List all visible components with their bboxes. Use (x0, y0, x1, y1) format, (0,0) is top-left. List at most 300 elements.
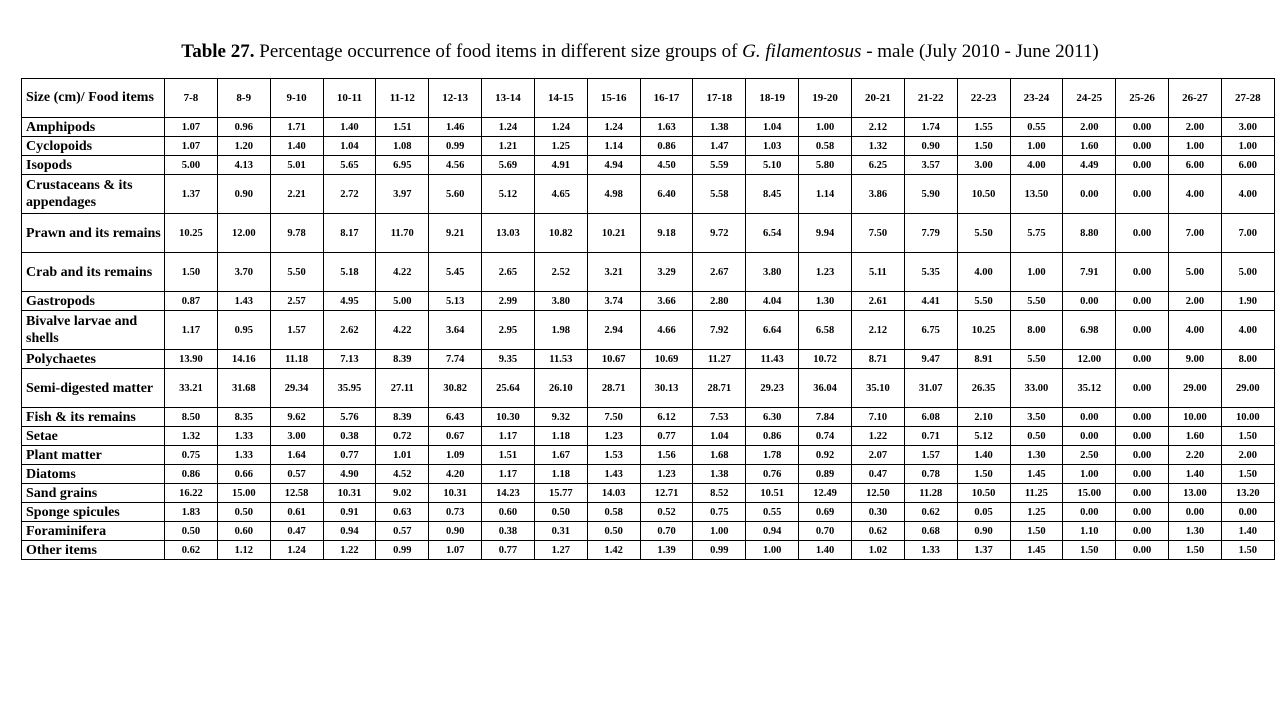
percentage-cell: 10.51 (746, 484, 799, 503)
percentage-cell: 3.29 (640, 253, 693, 292)
percentage-cell: 5.45 (429, 253, 482, 292)
percentage-cell: 1.23 (640, 465, 693, 484)
percentage-cell: 3.86 (851, 175, 904, 214)
percentage-cell: 31.68 (217, 369, 270, 408)
food-item-label: Gastropods (22, 292, 165, 311)
percentage-cell: 26.10 (534, 369, 587, 408)
percentage-cell: 2.00 (1169, 292, 1222, 311)
percentage-cell: 5.69 (482, 156, 535, 175)
percentage-cell: 6.43 (429, 408, 482, 427)
percentage-cell: 4.13 (217, 156, 270, 175)
percentage-cell: 4.00 (1221, 311, 1274, 350)
percentage-cell: 1.00 (1221, 137, 1274, 156)
percentage-cell: 0.00 (1116, 522, 1169, 541)
percentage-cell: 1.24 (534, 118, 587, 137)
percentage-cell: 1.20 (217, 137, 270, 156)
percentage-cell: 0.50 (165, 522, 218, 541)
percentage-cell: 6.25 (851, 156, 904, 175)
percentage-cell: 5.12 (957, 427, 1010, 446)
percentage-cell: 6.08 (904, 408, 957, 427)
percentage-cell: 6.98 (1063, 311, 1116, 350)
food-item-label: Fish & its remains (22, 408, 165, 427)
percentage-cell: 6.00 (1169, 156, 1222, 175)
percentage-cell: 0.99 (429, 137, 482, 156)
percentage-cell: 8.00 (1010, 311, 1063, 350)
food-item-label: Prawn and its remains (22, 214, 165, 253)
percentage-cell: 3.00 (1221, 118, 1274, 137)
percentage-cell: 4.56 (429, 156, 482, 175)
percentage-cell: 28.71 (693, 369, 746, 408)
percentage-cell: 1.07 (165, 137, 218, 156)
table-row (22, 427, 1275, 446)
food-item-label: Crustaceans & its appendages (22, 175, 165, 214)
percentage-cell: 0.00 (1116, 292, 1169, 311)
table-row (22, 118, 1275, 137)
percentage-cell: 0.00 (1116, 427, 1169, 446)
percentage-cell: 0.00 (1116, 446, 1169, 465)
percentage-cell: 5.59 (693, 156, 746, 175)
column-header: 7-8 (165, 79, 218, 118)
column-header: 11-12 (376, 79, 429, 118)
food-item-label: Cyclopoids (22, 137, 165, 156)
percentage-cell: 1.25 (1010, 503, 1063, 522)
percentage-cell: 0.75 (165, 446, 218, 465)
percentage-cell: 7.84 (799, 408, 852, 427)
percentage-cell: 1.50 (165, 253, 218, 292)
percentage-cell: 8.17 (323, 214, 376, 253)
percentage-cell: 30.82 (429, 369, 482, 408)
percentage-cell: 1.45 (1010, 541, 1063, 560)
food-item-label: Crab and its remains (22, 253, 165, 292)
percentage-cell: 1.50 (1063, 541, 1116, 560)
percentage-cell: 2.07 (851, 446, 904, 465)
column-header: 13-14 (482, 79, 535, 118)
percentage-cell: 0.00 (1116, 503, 1169, 522)
percentage-cell: 7.91 (1063, 253, 1116, 292)
percentage-cell: 6.75 (904, 311, 957, 350)
percentage-cell: 1.25 (534, 137, 587, 156)
food-item-label: Diatoms (22, 465, 165, 484)
food-item-label: Isopods (22, 156, 165, 175)
percentage-cell: 1.37 (165, 175, 218, 214)
percentage-cell: 1.63 (640, 118, 693, 137)
percentage-cell: 0.00 (1063, 408, 1116, 427)
percentage-cell: 4.41 (904, 292, 957, 311)
percentage-cell: 1.00 (746, 541, 799, 560)
percentage-cell: 3.00 (270, 427, 323, 446)
percentage-cell: 12.58 (270, 484, 323, 503)
percentage-cell: 7.13 (323, 350, 376, 369)
percentage-cell: 5.75 (1010, 214, 1063, 253)
percentage-cell: 0.73 (429, 503, 482, 522)
percentage-cell: 28.71 (587, 369, 640, 408)
percentage-cell: 1.00 (1063, 465, 1116, 484)
percentage-cell: 1.50 (1221, 427, 1274, 446)
percentage-cell: 6.40 (640, 175, 693, 214)
percentage-cell: 0.86 (746, 427, 799, 446)
percentage-cell: 1.50 (1169, 541, 1222, 560)
percentage-cell: 14.16 (217, 350, 270, 369)
percentage-cell: 3.57 (904, 156, 957, 175)
percentage-cell: 1.33 (217, 446, 270, 465)
percentage-cell: 0.50 (534, 503, 587, 522)
percentage-cell: 5.35 (904, 253, 957, 292)
food-item-label: Semi-digested matter (22, 369, 165, 408)
percentage-cell: 1.07 (429, 541, 482, 560)
percentage-cell: 1.14 (799, 175, 852, 214)
percentage-cell: 1.32 (851, 137, 904, 156)
percentage-cell: 1.40 (270, 137, 323, 156)
percentage-cell: 0.86 (640, 137, 693, 156)
percentage-cell: 0.91 (323, 503, 376, 522)
percentage-cell: 0.00 (1169, 503, 1222, 522)
column-header: 23-24 (1010, 79, 1063, 118)
percentage-cell: 10.00 (1221, 408, 1274, 427)
percentage-cell: 4.20 (429, 465, 482, 484)
percentage-cell: 1.33 (217, 427, 270, 446)
percentage-cell: 4.00 (1169, 311, 1222, 350)
percentage-cell: 10.69 (640, 350, 693, 369)
percentage-cell: 5.50 (957, 214, 1010, 253)
percentage-cell: 4.00 (1169, 175, 1222, 214)
percentage-cell: 11.53 (534, 350, 587, 369)
food-item-label: Amphipods (22, 118, 165, 137)
percentage-cell: 1.71 (270, 118, 323, 137)
percentage-cell: 0.68 (904, 522, 957, 541)
percentage-cell: 1.42 (587, 541, 640, 560)
percentage-cell: 1.00 (1010, 253, 1063, 292)
percentage-cell: 0.86 (165, 465, 218, 484)
table-row (22, 311, 1275, 350)
percentage-cell: 29.34 (270, 369, 323, 408)
column-header: 27-28 (1221, 79, 1274, 118)
percentage-cell: 10.67 (587, 350, 640, 369)
percentage-cell: 1.90 (1221, 292, 1274, 311)
percentage-cell: 12.00 (217, 214, 270, 253)
percentage-cell: 5.00 (165, 156, 218, 175)
percentage-cell: 1.60 (1169, 427, 1222, 446)
percentage-cell: 11.43 (746, 350, 799, 369)
percentage-cell: 2.65 (482, 253, 535, 292)
column-header: 24-25 (1063, 79, 1116, 118)
percentage-cell: 3.00 (957, 156, 1010, 175)
percentage-cell: 5.18 (323, 253, 376, 292)
percentage-cell: 0.62 (851, 522, 904, 541)
percentage-cell: 3.50 (1010, 408, 1063, 427)
percentage-cell: 10.31 (323, 484, 376, 503)
percentage-cell: 3.70 (217, 253, 270, 292)
percentage-cell: 1.23 (587, 427, 640, 446)
percentage-cell: 6.64 (746, 311, 799, 350)
percentage-cell: 3.80 (746, 253, 799, 292)
table-row (22, 350, 1275, 369)
percentage-cell: 4.94 (587, 156, 640, 175)
percentage-cell: 9.00 (1169, 350, 1222, 369)
percentage-cell: 16.22 (165, 484, 218, 503)
caption-text-before: Percentage occurrence of food items in different size groups of (259, 41, 738, 62)
percentage-cell: 9.94 (799, 214, 852, 253)
percentage-cell: 2.72 (323, 175, 376, 214)
percentage-cell: 12.00 (1063, 350, 1116, 369)
percentage-cell: 0.47 (270, 522, 323, 541)
percentage-cell: 1.04 (323, 137, 376, 156)
column-header: 25-26 (1116, 79, 1169, 118)
percentage-cell: 9.35 (482, 350, 535, 369)
percentage-cell: 1.98 (534, 311, 587, 350)
percentage-cell: 1.30 (1010, 446, 1063, 465)
column-header: 22-23 (957, 79, 1010, 118)
percentage-cell: 8.39 (376, 350, 429, 369)
percentage-cell: 7.10 (851, 408, 904, 427)
percentage-cell: 1.23 (799, 253, 852, 292)
percentage-cell: 0.76 (746, 465, 799, 484)
percentage-cell: 4.04 (746, 292, 799, 311)
percentage-cell: 1.78 (746, 446, 799, 465)
percentage-cell: 0.67 (429, 427, 482, 446)
percentage-cell: 0.78 (904, 465, 957, 484)
table-row (22, 484, 1275, 503)
percentage-cell: 10.50 (957, 484, 1010, 503)
percentage-cell: 5.90 (904, 175, 957, 214)
column-header: 8-9 (217, 79, 270, 118)
percentage-cell: 1.08 (376, 137, 429, 156)
column-header: 18-19 (746, 79, 799, 118)
percentage-cell: 9.62 (270, 408, 323, 427)
percentage-cell: 0.94 (746, 522, 799, 541)
percentage-cell: 1.24 (270, 541, 323, 560)
percentage-cell: 2.21 (270, 175, 323, 214)
percentage-cell: 0.00 (1116, 175, 1169, 214)
percentage-cell: 2.12 (851, 311, 904, 350)
percentage-cell: 10.30 (482, 408, 535, 427)
percentage-cell: 5.00 (376, 292, 429, 311)
percentage-cell: 29.00 (1169, 369, 1222, 408)
percentage-cell: 35.12 (1063, 369, 1116, 408)
percentage-cell: 5.11 (851, 253, 904, 292)
caption-species: G. filamentosus (742, 41, 862, 62)
column-header: 16-17 (640, 79, 693, 118)
percentage-cell: 2.20 (1169, 446, 1222, 465)
percentage-cell: 9.02 (376, 484, 429, 503)
percentage-cell: 0.63 (376, 503, 429, 522)
percentage-cell: 0.50 (217, 503, 270, 522)
percentage-cell: 31.07 (904, 369, 957, 408)
percentage-cell: 1.50 (957, 465, 1010, 484)
percentage-cell: 10.50 (957, 175, 1010, 214)
table-row (22, 369, 1275, 408)
percentage-cell: 0.50 (1010, 427, 1063, 446)
percentage-cell: 15.77 (534, 484, 587, 503)
percentage-cell: 2.80 (693, 292, 746, 311)
percentage-cell: 8.35 (217, 408, 270, 427)
percentage-cell: 33.21 (165, 369, 218, 408)
percentage-cell: 3.21 (587, 253, 640, 292)
percentage-cell: 0.70 (640, 522, 693, 541)
percentage-cell: 4.98 (587, 175, 640, 214)
percentage-cell: 7.79 (904, 214, 957, 253)
table-row (22, 292, 1275, 311)
percentage-cell: 1.64 (270, 446, 323, 465)
percentage-cell: 2.00 (1169, 118, 1222, 137)
percentage-cell: 4.22 (376, 311, 429, 350)
percentage-cell: 8.50 (165, 408, 218, 427)
percentage-cell: 1.51 (376, 118, 429, 137)
percentage-cell: 1.55 (957, 118, 1010, 137)
percentage-cell: 0.00 (1116, 253, 1169, 292)
percentage-cell: 5.58 (693, 175, 746, 214)
percentage-cell: 1.18 (534, 427, 587, 446)
percentage-cell: 3.74 (587, 292, 640, 311)
percentage-cell: 2.62 (323, 311, 376, 350)
percentage-cell: 0.00 (1063, 292, 1116, 311)
percentage-cell: 1.30 (1169, 522, 1222, 541)
percentage-cell: 0.58 (799, 137, 852, 156)
percentage-cell: 1.47 (693, 137, 746, 156)
percentage-cell: 4.00 (1010, 156, 1063, 175)
percentage-cell: 0.61 (270, 503, 323, 522)
header-row (22, 79, 1275, 118)
percentage-cell: 1.22 (851, 427, 904, 446)
percentage-cell: 2.61 (851, 292, 904, 311)
percentage-cell: 1.37 (957, 541, 1010, 560)
table-row (22, 253, 1275, 292)
percentage-cell: 1.40 (323, 118, 376, 137)
percentage-cell: 0.00 (1221, 503, 1274, 522)
percentage-cell: 6.12 (640, 408, 693, 427)
percentage-cell: 5.00 (1169, 253, 1222, 292)
percentage-cell: 1.50 (1010, 522, 1063, 541)
percentage-cell: 1.51 (482, 446, 535, 465)
percentage-cell: 5.10 (746, 156, 799, 175)
food-item-label: Polychaetes (22, 350, 165, 369)
table-row (22, 465, 1275, 484)
percentage-cell: 1.17 (482, 465, 535, 484)
percentage-cell: 7.92 (693, 311, 746, 350)
percentage-cell: 1.67 (534, 446, 587, 465)
food-item-label: Foraminifera (22, 522, 165, 541)
percentage-cell: 25.64 (482, 369, 535, 408)
percentage-cell: 0.00 (1116, 137, 1169, 156)
percentage-cell: 5.50 (957, 292, 1010, 311)
percentage-cell: 0.62 (165, 541, 218, 560)
percentage-cell: 2.57 (270, 292, 323, 311)
food-items-table (21, 78, 1275, 560)
table-row (22, 503, 1275, 522)
percentage-cell: 2.00 (1221, 446, 1274, 465)
percentage-cell: 7.00 (1169, 214, 1222, 253)
percentage-cell: 9.18 (640, 214, 693, 253)
percentage-cell: 1.17 (482, 427, 535, 446)
column-header: 12-13 (429, 79, 482, 118)
percentage-cell: 3.64 (429, 311, 482, 350)
percentage-cell: 13.90 (165, 350, 218, 369)
percentage-cell: 0.00 (1063, 503, 1116, 522)
column-header: 10-11 (323, 79, 376, 118)
percentage-cell: 4.91 (534, 156, 587, 175)
percentage-cell: 0.52 (640, 503, 693, 522)
percentage-cell: 13.20 (1221, 484, 1274, 503)
percentage-cell: 6.58 (799, 311, 852, 350)
percentage-cell: 0.00 (1116, 156, 1169, 175)
percentage-cell: 11.28 (904, 484, 957, 503)
percentage-cell: 0.00 (1063, 427, 1116, 446)
percentage-cell: 8.45 (746, 175, 799, 214)
percentage-cell: 0.00 (1116, 484, 1169, 503)
percentage-cell: 1.30 (799, 292, 852, 311)
percentage-cell: 0.69 (799, 503, 852, 522)
column-header: 20-21 (851, 79, 904, 118)
percentage-cell: 4.50 (640, 156, 693, 175)
percentage-cell: 0.77 (323, 446, 376, 465)
percentage-cell: 1.40 (1169, 465, 1222, 484)
percentage-cell: 2.50 (1063, 446, 1116, 465)
percentage-cell: 1.60 (1063, 137, 1116, 156)
percentage-cell: 26.35 (957, 369, 1010, 408)
percentage-cell: 8.00 (1221, 350, 1274, 369)
percentage-cell: 1.01 (376, 446, 429, 465)
percentage-cell: 9.78 (270, 214, 323, 253)
percentage-cell: 1.45 (1010, 465, 1063, 484)
percentage-cell: 1.32 (165, 427, 218, 446)
percentage-cell: 5.01 (270, 156, 323, 175)
percentage-cell: 11.25 (1010, 484, 1063, 503)
percentage-cell: 0.94 (323, 522, 376, 541)
percentage-cell: 4.00 (957, 253, 1010, 292)
food-item-label: Other items (22, 541, 165, 560)
percentage-cell: 0.70 (799, 522, 852, 541)
percentage-cell: 0.30 (851, 503, 904, 522)
percentage-cell: 12.49 (799, 484, 852, 503)
percentage-cell: 1.12 (217, 541, 270, 560)
percentage-cell: 0.57 (376, 522, 429, 541)
percentage-cell: 1.24 (587, 118, 640, 137)
percentage-cell: 1.83 (165, 503, 218, 522)
food-item-label: Sponge spicules (22, 503, 165, 522)
percentage-cell: 5.50 (1010, 350, 1063, 369)
percentage-cell: 1.50 (1221, 541, 1274, 560)
percentage-cell: 2.95 (482, 311, 535, 350)
percentage-cell: 0.00 (1116, 214, 1169, 253)
percentage-cell: 1.57 (270, 311, 323, 350)
percentage-cell: 0.55 (746, 503, 799, 522)
percentage-cell: 0.05 (957, 503, 1010, 522)
percentage-cell: 0.87 (165, 292, 218, 311)
percentage-cell: 1.22 (323, 541, 376, 560)
percentage-cell: 1.40 (799, 541, 852, 560)
percentage-cell: 0.92 (799, 446, 852, 465)
percentage-cell: 0.66 (217, 465, 270, 484)
percentage-cell: 0.77 (482, 541, 535, 560)
percentage-cell: 0.89 (799, 465, 852, 484)
table-row (22, 408, 1275, 427)
percentage-cell: 0.99 (693, 541, 746, 560)
percentage-cell: 1.38 (693, 465, 746, 484)
percentage-cell: 1.43 (217, 292, 270, 311)
percentage-cell: 0.57 (270, 465, 323, 484)
percentage-cell: 1.21 (482, 137, 535, 156)
percentage-cell: 7.50 (587, 408, 640, 427)
percentage-cell: 0.95 (217, 311, 270, 350)
percentage-cell: 0.00 (1116, 408, 1169, 427)
percentage-cell: 1.27 (534, 541, 587, 560)
percentage-cell: 5.60 (429, 175, 482, 214)
percentage-cell: 10.21 (587, 214, 640, 253)
percentage-cell: 1.00 (693, 522, 746, 541)
caption-text-after: - male (July 2010 - June 2011) (866, 41, 1099, 62)
percentage-cell: 0.90 (217, 175, 270, 214)
percentage-cell: 0.47 (851, 465, 904, 484)
percentage-cell: 1.50 (957, 137, 1010, 156)
